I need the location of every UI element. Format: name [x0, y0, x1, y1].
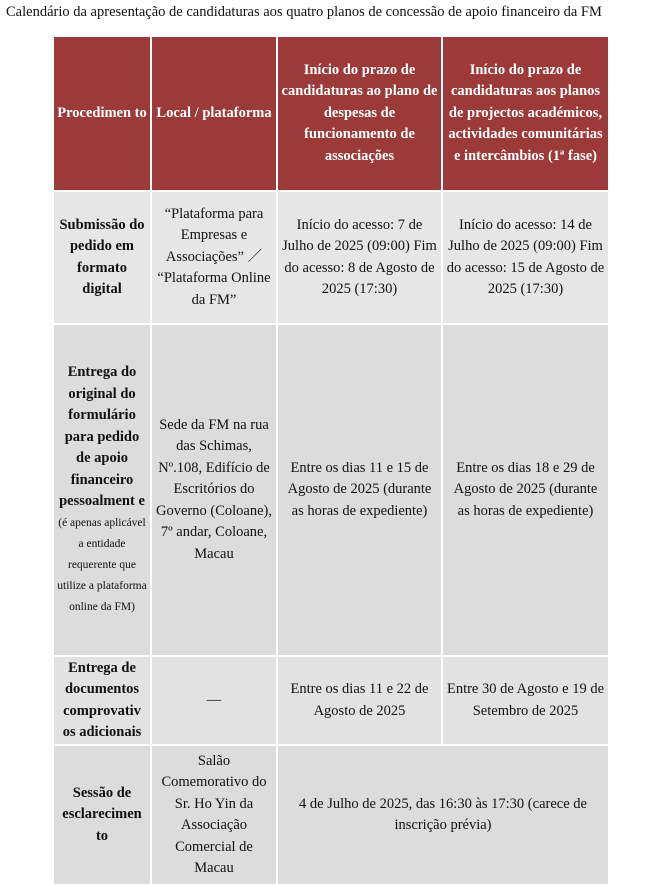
procedure-cell: Submissão do pedido em formato digital	[53, 191, 151, 324]
header-row	[53, 36, 609, 191]
page-title: Calendário da apresentação de candidaturas aos quatro planos de concessão de apoio financeiro da FM	[6, 4, 602, 20]
procedure-text: Entrega do original do formulário para pedido de apoio financeiro pessoalment e	[59, 364, 145, 510]
header-plano-projectos: Início do prazo de candidaturas aos planos de projectos académicos, actividades comunitárias e intercâmbios (1ª fase)	[442, 36, 609, 191]
date-cell: Entre os dias 11 e 22 de Agosto de 2025	[277, 656, 442, 745]
date-cell: Início do acesso: 7 de Julho de 2025 (09:00) Fim do acesso: 8 de Agosto de 2025 (17:30)	[277, 191, 442, 324]
date-cell: Entre os dias 11 e 15 de Agosto de 2025 (durante as horas de expediente)	[277, 324, 442, 656]
procedure-cell	[53, 324, 151, 656]
header-local: Local / plataforma	[151, 36, 277, 191]
local-cell: Sede da FM na rua das Schimas, Nº.108, Edifício de Escritórios do Governo (Coloane), 7º andar, Coloane, Macau	[151, 324, 277, 656]
header-procedimento: Procedimen to	[53, 36, 151, 191]
table-row	[53, 191, 609, 324]
date-cell: Entre 30 de Agosto e 19 de Setembro de 2025	[442, 656, 609, 745]
table-row	[53, 324, 609, 656]
local-cell: —	[151, 656, 277, 745]
table-row	[53, 745, 609, 885]
table-row	[53, 656, 609, 745]
local-cell: Salão Comemorativo do Sr. Ho Yin da Associação Comercial de Macau	[151, 745, 277, 885]
date-cell: Início do acesso: 14 de Julho de 2025 (09:00) Fim do acesso: 15 de Agosto de 2025 (17:30)	[442, 191, 609, 324]
schedule-table	[52, 35, 610, 886]
header-plano-despesas: Início do prazo de candidaturas ao plano de despesas de funcionamento de associações	[277, 36, 442, 191]
procedure-note: (é apenas aplicável a entidade requerente que utilize a plataforma online da FM)	[57, 516, 147, 613]
date-cell: Entre os dias 18 e 29 de Agosto de 2025 (durante as horas de expediente)	[442, 324, 609, 656]
procedure-cell: Entrega de documentos comprovativ os adicionais	[53, 656, 151, 745]
date-cell-merged: 4 de Julho de 2025, das 16:30 às 17:30 (carece de inscrição prévia)	[277, 745, 609, 885]
local-cell: “Plataforma para Empresas e Associações” ／ “Plataforma Online da FM”	[151, 191, 277, 324]
procedure-cell: Sessão de esclarecimen to	[53, 745, 151, 885]
